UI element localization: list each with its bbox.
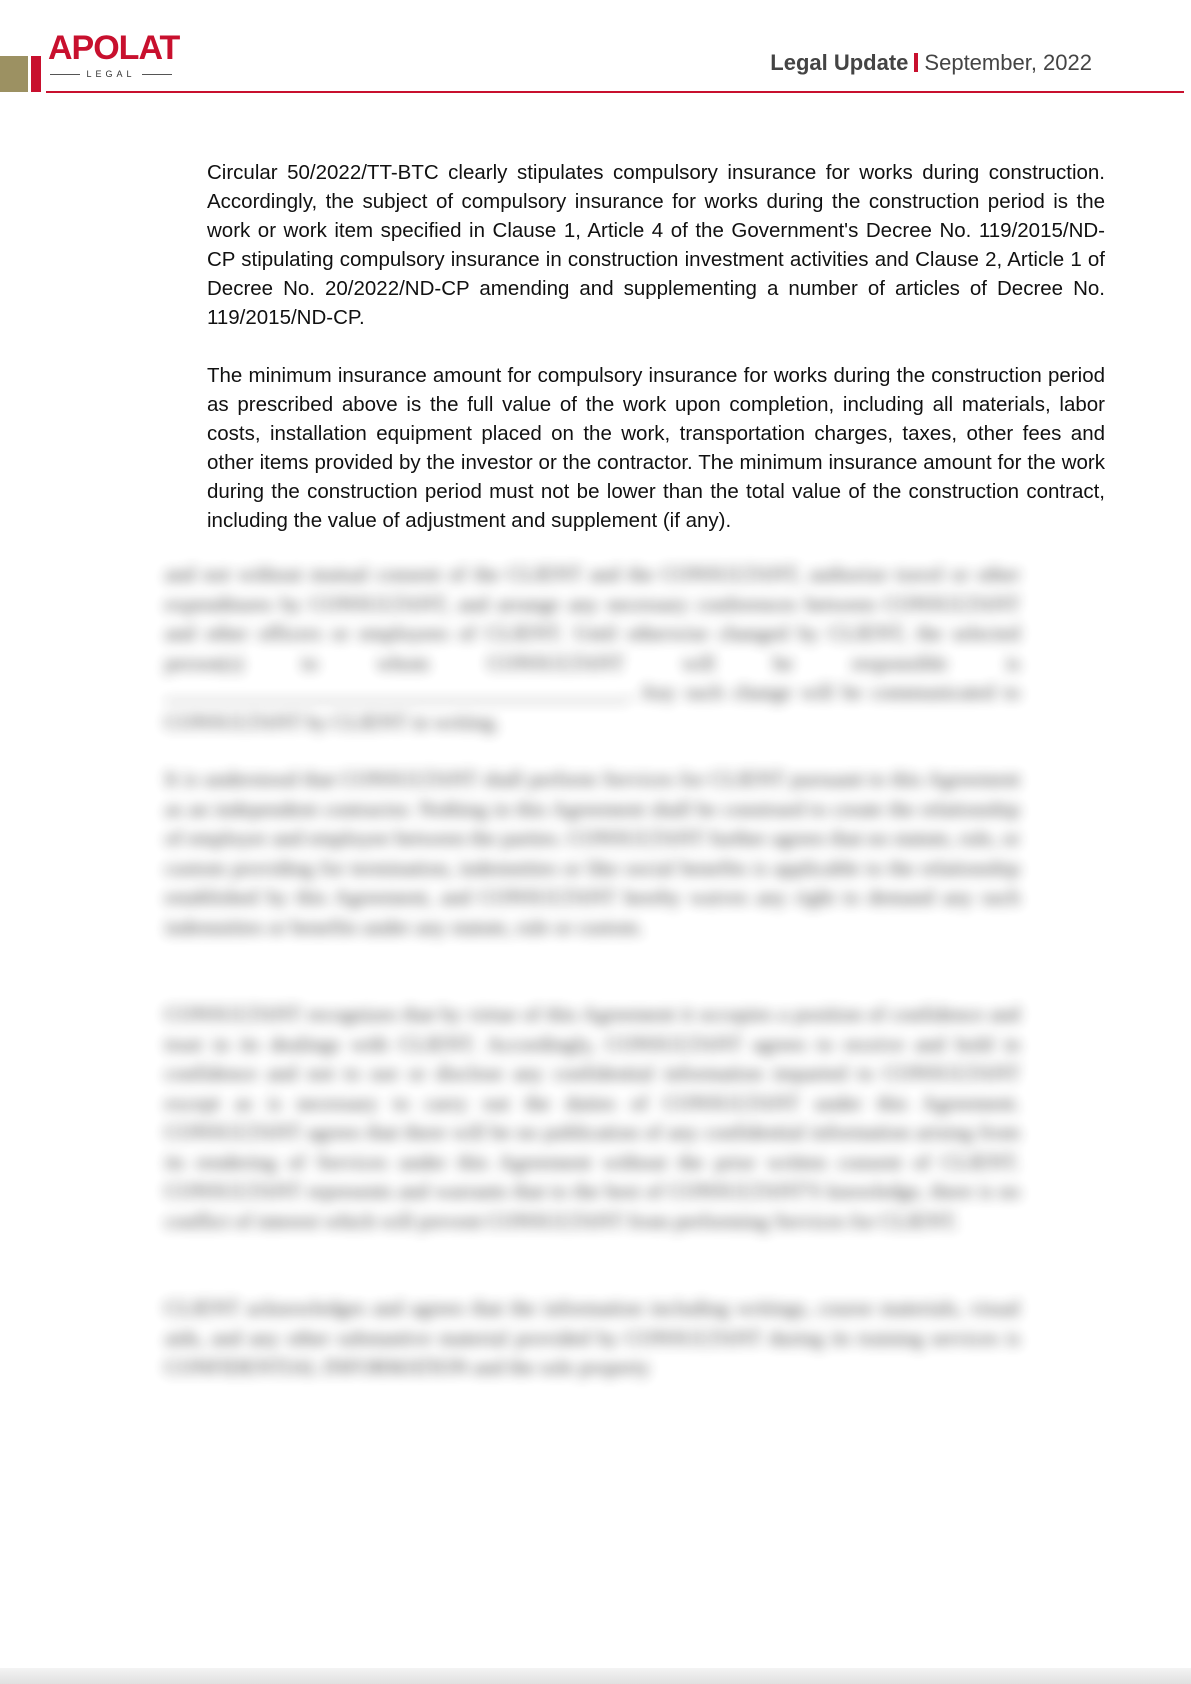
logo-wordmark: APOLAT	[48, 29, 180, 67]
blurred-paragraph: CONSULTANT recognizes that by virtue of this Agreement it occupies a position of confidence and trust in its dealings with CLIENT. Accordingly, CONSULTANT agrees to receive and hold in confidence and not to use or disclose any confidential information imparted to CONSULTANT except as is necessary to carry out the duties of CONSULTANT under this Agreement. CONSULTANT agrees that there will be no publication of any confidential information arising from its rendering of Services under this Agreement without the prior written consent of CLIENT. CONSULTANT represents and warrants that to the best of CONSULTANT'S knowledge, there is no conflict of interest which will prevent CONSULTANT from performing Services for CLIENT.	[165, 1002, 1020, 1233]
header-rule	[46, 91, 1184, 93]
header-title-label: Legal Update	[770, 50, 909, 75]
blurred-paragraph: It is understood that CONSULTANT shall perform Services for CLIENT pursuant to this Agreement as an independent contractor. Nothing in this Agreement shall be construed to create the relationship of employer and employee between the parties. CONSULTANT further agrees that no statute, rule, or custom providing for termination, indemnities or like social benefits is applicable to the relationship established by this Agreement, and CONSULTANT hereby waives any right to demand any such indemnities or benefits under any statute, rule or custom.	[165, 767, 1020, 939]
logo-gold-block	[0, 56, 28, 92]
body-paragraph: The minimum insurance amount for compulsory insurance for works during the construction period as prescribed above is the full value of the work upon completion, including all materials, labor costs, installation equipment placed on the work, transportation charges, taxes, other fees and other items provided by the investor or the contractor. The minimum insurance amount for the work during the construction period must not be lower than the total value of the construction contract, including the value of adjustment and supplement (if any).	[207, 364, 1105, 532]
blurred-paragraph: CLIENT acknowledges and agrees that the information including writings, course materials, visual aids, and any other substantive material provided by CONSULTANT during its training services is CONFIDENTIAL INFORMATION and the sole property	[165, 1296, 1020, 1379]
logo-subtitle: LEGAL	[86, 69, 136, 79]
logo-line-right	[142, 74, 172, 75]
logo-line-left	[50, 74, 80, 75]
logo-subtitle-row	[50, 68, 172, 80]
header-separator	[914, 53, 918, 72]
body-paragraph: Circular 50/2022/TT-BTC clearly stipulates compulsory insurance for works during construction. Accordingly, the subject of compulsory insurance for works during the construction period is the work or work item specified in Clause 1, Article 4 of the Government's Decree No. 119/2015/ND-CP stipulating compulsory insurance in construction investment activities and Clause 2, Article 1 of Decree No. 20/2022/ND-CP amending and supplementing a number of articles of Decree No. 119/2015/ND-CP.	[207, 161, 1105, 329]
blurred-preview	[165, 560, 1020, 1411]
logo-red-block	[31, 56, 41, 92]
document-body	[207, 158, 1105, 564]
header-title	[770, 48, 1092, 78]
header-date: September, 2022	[924, 50, 1092, 75]
page-header	[0, 0, 1191, 96]
apolat-logo	[48, 29, 180, 79]
blurred-paragraph: and not without mutual consent of the CLIENT and the CONSULTANT, authorize travel or other expenditures by CONSULTANT, and arrange any necessary conferences between CONSULTANT and other officers or employees of CLIENT. Until otherwise changed by CLIENT, the selected person(s) to whom CONSULTANT will be responsible is ____________________________________________. Any such change will be communicated to CONSULTANT by CLIENT in writing.	[165, 562, 1020, 734]
page-bottom-edge	[0, 1668, 1191, 1684]
